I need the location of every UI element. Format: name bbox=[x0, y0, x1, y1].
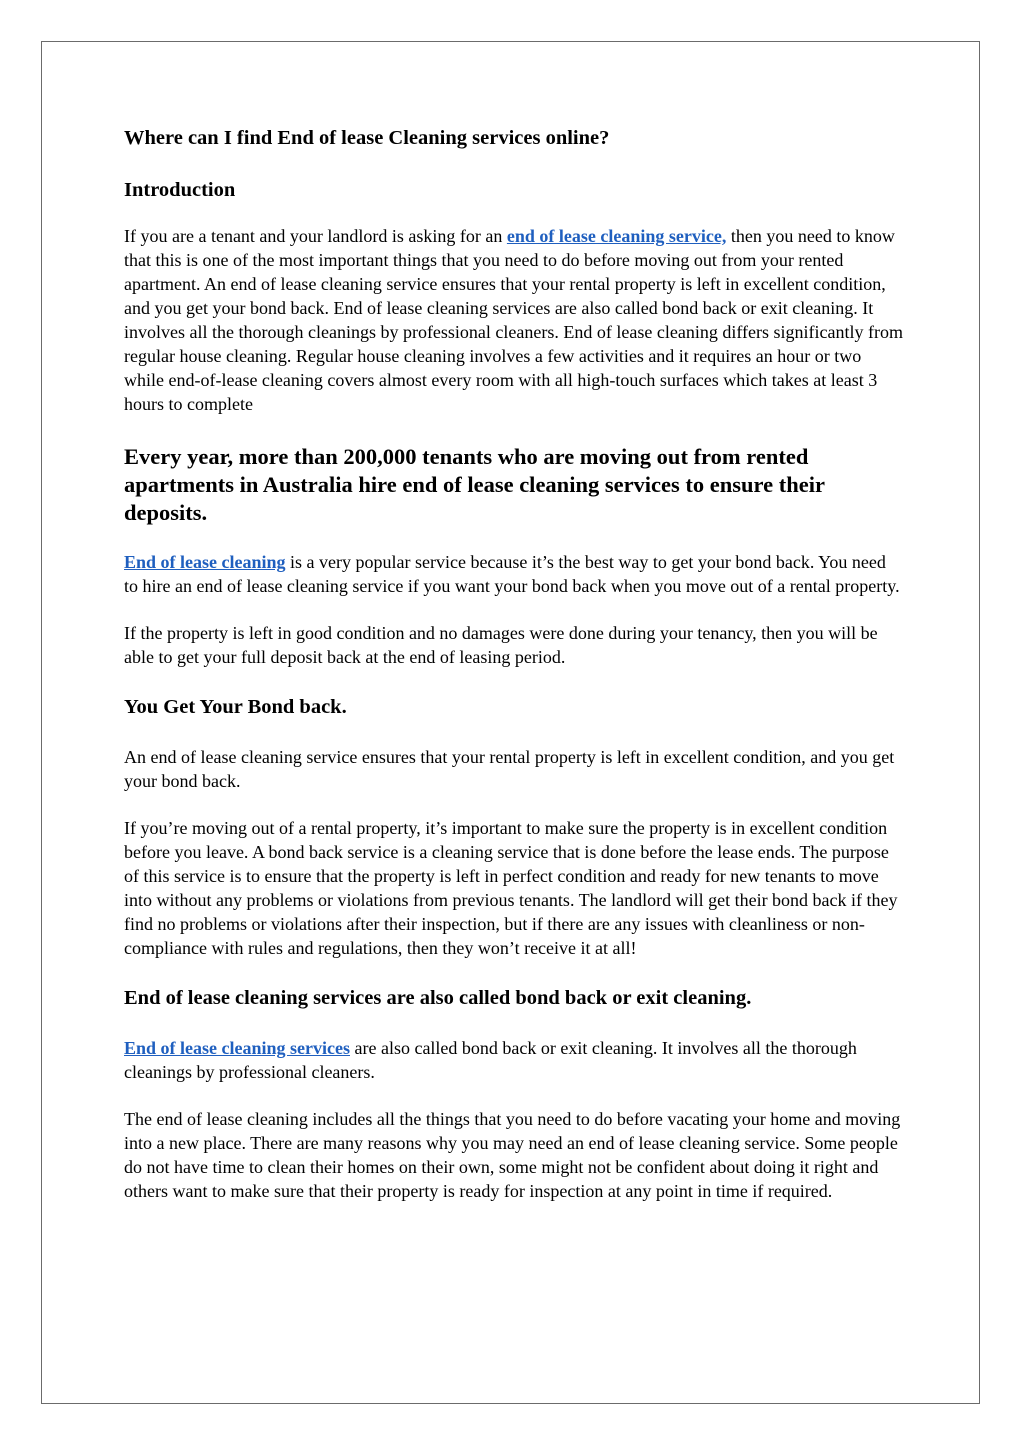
end-of-lease-cleaning-services-link[interactable]: End of lease cleaning services bbox=[124, 1038, 350, 1058]
bond-back-heading: You Get Your Bond back. bbox=[124, 696, 347, 718]
document-body bbox=[124, 121, 904, 1203]
intro-text-before: If you are a tenant and your landlord is asking for an bbox=[124, 226, 507, 246]
deposit-paragraph: If the property is left in good condition and no damages were done during your tenancy, then you will be able to get your full deposit back at the end of leasing period. bbox=[124, 623, 878, 667]
intro-text-after: then you need to know that this is one of the most important things that you need to do before moving out from your rented apartment. An end of lease cleaning service ensures that your rental property is left in excellent condition, and you get your bond back. End of lease cleaning services are also called bond back or exit cleaning. It involves all the thorough cleanings by professional cleaners. End of lease cleaning differs significantly from regular house cleaning. Regular house cleaning involves a few activities and it requires an hour or two while end-of-lease cleaning covers almost every room with all high-touch surfaces which takes at least 3 hours to complete bbox=[124, 226, 903, 414]
page-title: Where can I find End of lease Cleaning services online? bbox=[124, 127, 610, 149]
vacating-paragraph: The end of lease cleaning includes all the things that you need to do before vacating your home and moving into a new place. There are many reasons why you may need an end of lease cleaning service. Some people do not have time to clean their homes on their own, some might not be confident about doing it right and others want to make sure that their property is ready for inspection at any point in time if required. bbox=[124, 1109, 901, 1201]
intro-paragraph bbox=[124, 224, 904, 416]
exit-cleaning-paragraph bbox=[124, 1036, 904, 1084]
introduction-heading: Introduction bbox=[124, 179, 236, 201]
popular-service-text: is a very popular service because it’s the best way to get your bond back. You need to hire an end of lease cleaning service if you want your bond back when you move out of a rental property. bbox=[124, 552, 900, 596]
bond-back-paragraph: An end of lease cleaning service ensures that your rental property is left in excellent condition, and you get your bond back. bbox=[124, 747, 895, 791]
moving-out-paragraph: If you’re moving out of a rental property, it’s important to make sure the property is in excellent condition before you leave. A bond back service is a cleaning service that is done before the lease ends. The purpose of this service is to ensure that the property is left in perfect condition and ready for new tenants to move into without any problems or violations from previous tenants. The landlord will get their bond back if they find no problems or violations after their inspection, but if there are any issues with cleanliness or non-compliance with rules and regulations, then they won’t receive it at all! bbox=[124, 818, 898, 958]
end-of-lease-cleaning-service-link[interactable]: end of lease cleaning service, bbox=[506, 226, 727, 246]
popular-service-paragraph bbox=[124, 550, 904, 598]
exit-cleaning-heading: End of lease cleaning services are also called bond back or exit cleaning. bbox=[124, 987, 752, 1009]
exit-cleaning-text: are also called bond back or exit cleaning. It involves all the thorough cleanings by professional cleaners. bbox=[124, 1038, 857, 1082]
tenants-heading: Every year, more than 200,000 tenants who are moving out from rented apartments in Australia hire end of lease cleaning services to ensure their deposits. bbox=[124, 444, 825, 525]
end-of-lease-cleaning-link[interactable]: End of lease cleaning bbox=[124, 552, 286, 572]
